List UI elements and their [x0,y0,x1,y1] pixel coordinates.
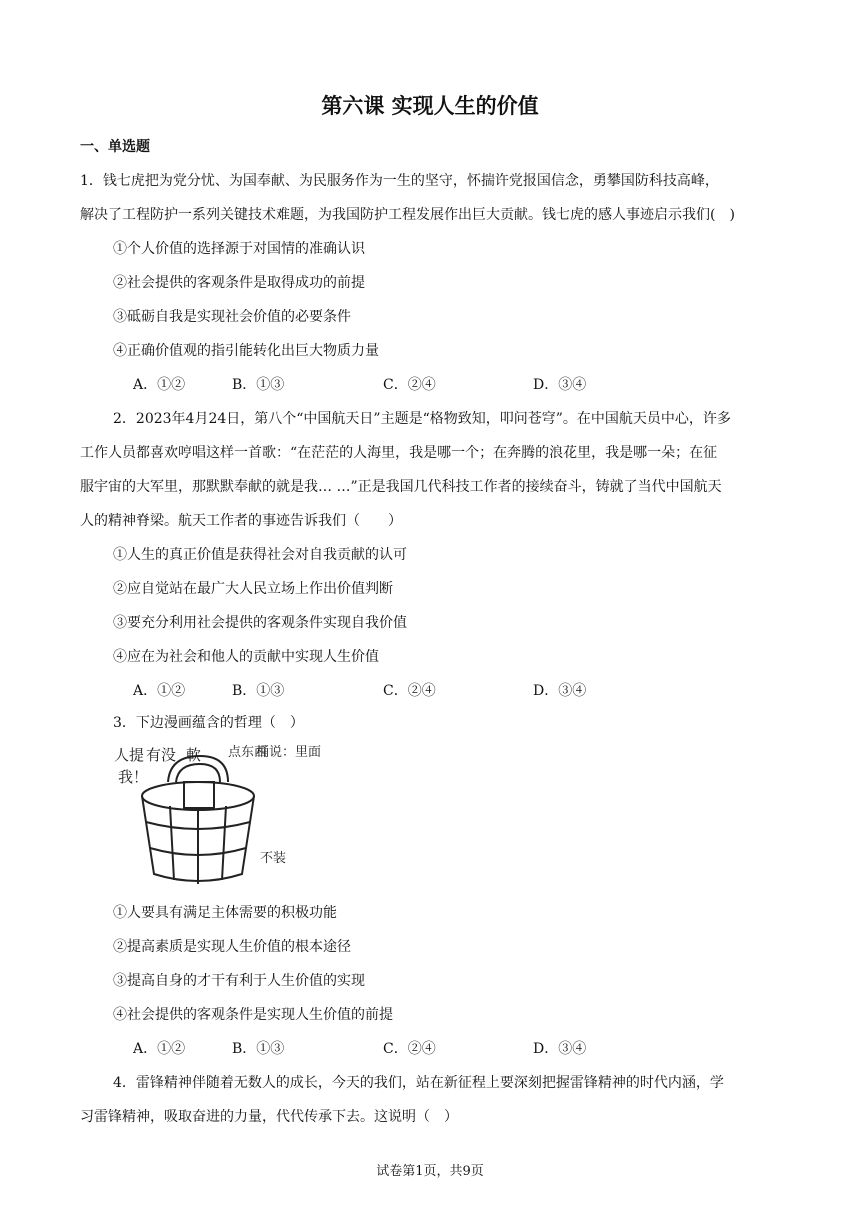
q1-stem-line-2: 解决了工程防护一系列关键技术难题，为我国防护工程发展作出巨大贡献。钱七虎的感人事迹启示我们( ) [80,207,735,223]
q2-stem-line-2: 工作人员都喜欢哼唱这样一首歌：“在茫茫的人海里，我是哪一个；在奔腾的浪花里，我是哪一朵；在征 [80,445,718,461]
q1-option-d[interactable]: D．③④ [533,377,587,393]
q1-item-1: ①个人价值的选择源于对国情的准确认识 [113,241,365,257]
bucket-drawing [142,756,254,884]
page-footer: 试卷第1页，共9页 [376,1164,484,1179]
q2-item-3: ③要充分利用社会提供的客观条件实现自我价值 [113,615,407,631]
bucket-cartoon [110,742,322,888]
cartoon-text-left: 人提 [114,746,145,764]
q2-item-4: ④应在为社会和他人的贡献中实现人生价值 [113,649,379,665]
q2-item-1: ①人生的真正价值是获得社会对自我贡献的认可 [113,547,407,563]
q1-item-4: ④正确价值观的指引能转化出巨大物质力量 [113,343,379,359]
cartoon-text-top: 有没 [146,746,177,764]
q3-option-d[interactable]: D．③④ [533,1041,587,1057]
q1-option-a[interactable]: A．①② [133,377,186,393]
q3-option-a[interactable]: A．①② [133,1041,186,1057]
cartoon-text-left2: 我！ [118,768,149,786]
page-title: 第六课 实现人生的价值 [321,94,539,118]
q3-stem: 3．下边漫画蕴含的哲理（ ） [113,715,304,731]
q3-item-1: ①人要具有满足主体需要的积极功能 [113,905,337,921]
q2-option-d[interactable]: D．③④ [533,683,587,699]
cartoon-text-top2: 軟 [186,746,202,764]
q3-item-4: ④社会提供的客观条件是实现人生价值的前提 [113,1007,393,1023]
cartoon-text-right2: 不装 [260,851,287,866]
q2-option-a[interactable]: A．①② [133,683,186,699]
q3-option-c[interactable]: C．②④ [383,1041,436,1057]
q3-item-2: ②提高素质是实现人生价值的根本途径 [113,939,351,955]
q2-stem-line-3: 服宇宙的大军里，那默默奉献的就是我… …”正是我国几代科技工作者的接续奋斗，铸就了当代中国航天 [80,479,722,495]
q1-item-2: ②社会提供的客观条件是取得成功的前提 [113,275,365,291]
q1-option-b[interactable]: B．①③ [232,377,285,393]
q4-stem-line-2: 习雷锋精神，吸取奋进的力量，代代传承下去。这说明（ ） [80,1109,458,1125]
section-heading: 一、单选题 [80,139,150,155]
q1-stem-line-1: 1．钱七虎把为党分忧、为国奉献、为民服务作为一生的坚守，怀揣许党报国信念，勇攀国防科技高峰， [80,173,719,189]
q2-stem-line-4: 人的精神脊梁。航天工作者的事迹告诉我们（ ） [80,513,402,529]
q4-stem-line-1: 4．雷锋精神伴随着无数人的成长，今天的我们，站在新征程上要深刻把握雷锋精神的时代内涵，学 [113,1075,724,1091]
q2-stem-line-1: 2．2023年4月24日，第八个“中国航天日”主题是“格物致知，叩问苍穹”。在中国航天员中心，许多 [113,411,731,427]
q3-option-b[interactable]: B．①③ [232,1041,285,1057]
q2-option-c[interactable]: C．②④ [383,683,436,699]
q2-item-2: ②应自觉站在最广大人民立场上作出价值判断 [113,581,393,597]
q1-option-c[interactable]: C．②④ [383,377,436,393]
q1-item-3: ③砥砺自我是实现社会价值的必要条件 [113,309,351,325]
cartoon-text-right: 桶说：里面 [256,745,322,760]
cartoon-text-mid: 点东西 [228,745,268,760]
q3-item-3: ③提高自身的才干有利于人生价值的实现 [113,973,365,989]
q2-option-b[interactable]: B．①③ [232,683,285,699]
